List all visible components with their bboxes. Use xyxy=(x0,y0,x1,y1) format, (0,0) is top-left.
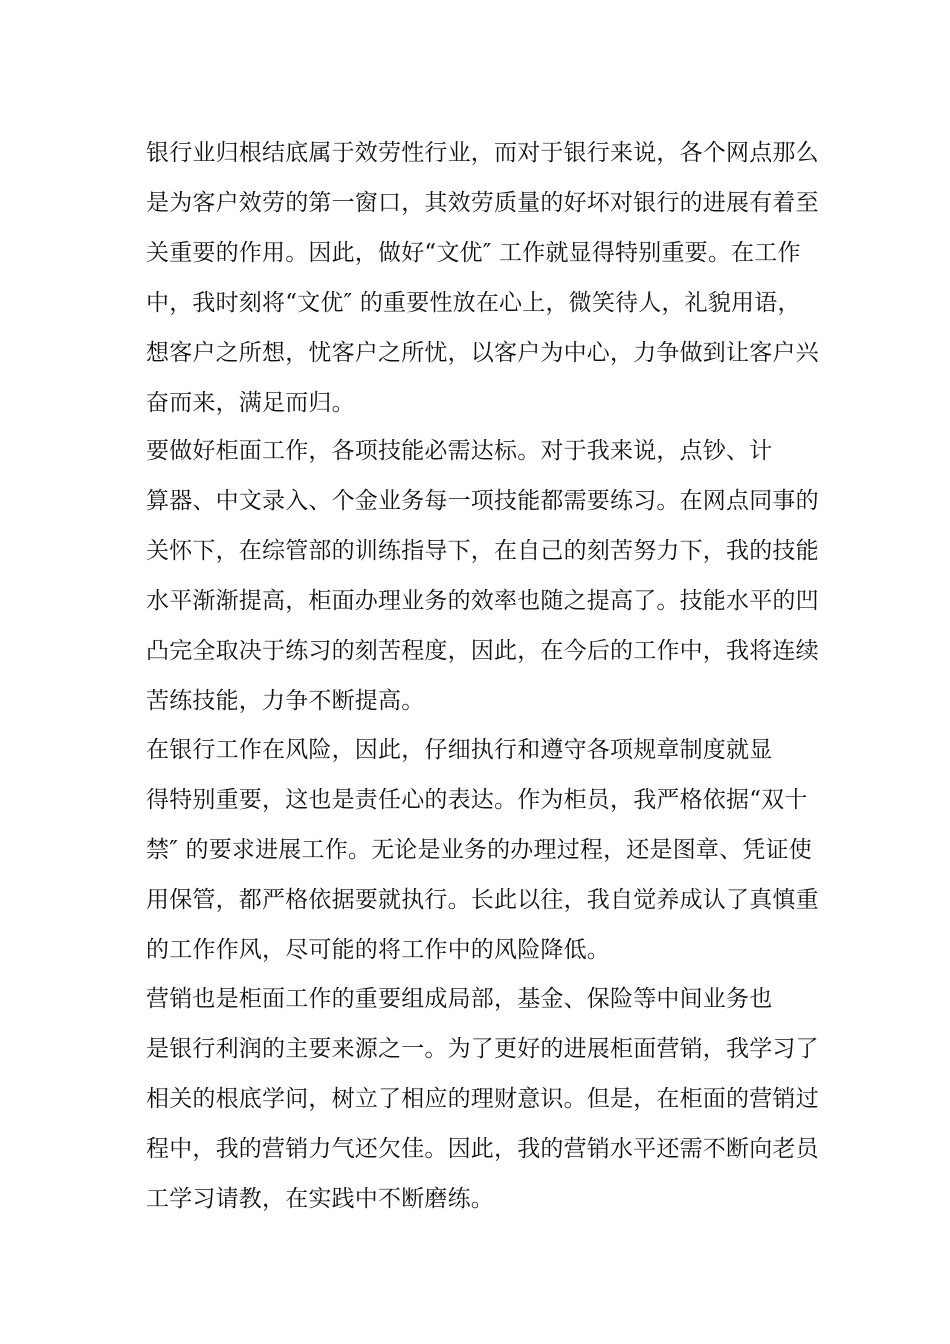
text-line: 禁″ 的要求进展工作。无论是业务的办理过程，还是图章、凭证使 xyxy=(146,837,812,863)
text-line: 的工作作风，尽可能的将工作中的风险降低。 xyxy=(146,937,610,963)
text-line: 相关的根底学问，树立了相应的理财意识。但是，在柜面的营销过 xyxy=(146,1086,819,1112)
text-line: 想客户之所想，忧客户之所忧，以客户为中心，力争做到让客户兴 xyxy=(146,340,819,366)
text-line: 得特别重要，这也是责任心的表达。作为柜员，我严格依据“双十 xyxy=(146,787,808,813)
text-line: 在银行工作在风险，因此，仔细执行和遵守各项规章制度就显 xyxy=(146,737,773,763)
text-line: 苦练技能，力争不断提高。 xyxy=(146,688,425,714)
text-line: 算器、中文录入、个金业务每一项技能都需要练习。在网点同事的 xyxy=(146,488,819,514)
text-line: 凸完全取决于练习的刻苦程度，因此，在今后的工作中，我将连续 xyxy=(146,638,819,664)
text-line: 用保管，都严格依据要就执行。长此以往，我自觉养成认了真慎重 xyxy=(146,887,819,913)
text-line: 程中，我的营销力气还欠佳。因此，我的营销水平还需不断向老员 xyxy=(146,1136,819,1162)
text-line: 工学习请教，在实践中不断磨练。 xyxy=(146,1186,494,1212)
text-line: 营销也是柜面工作的重要组成局部，基金、保险等中间业务也 xyxy=(146,986,773,1012)
text-line: 水平渐渐提高，柜面办理业务的效率也随之提高了。技能水平的凹 xyxy=(146,588,819,614)
text-line: 是为客户效劳的第一窗口，其效劳质量的好坏对银行的进展有着至 xyxy=(146,190,819,216)
text-line: 关重要的作用。因此，做好“文优″ 工作就显得特别重要。在工作 xyxy=(146,240,801,266)
text-line: 奋而来，满足而归。 xyxy=(146,390,355,416)
text-line: 银行业归根结底属于效劳性行业，而对于银行来说，各个网点那么 xyxy=(146,140,819,166)
text-line: 要做好柜面工作，各项技能必需达标。对于我来说，点钞、计 xyxy=(146,438,773,464)
text-line: 中，我时刻将“文优″ 的重要性放在心上，微笑待人，礼貌用语， xyxy=(146,290,801,316)
text-line: 关怀下，在综管部的训练指导下，在自己的刻苦努力下，我的技能 xyxy=(146,538,819,564)
text-line: 是银行利润的主要来源之一。为了更好的进展柜面营销，我学习了 xyxy=(146,1036,819,1062)
